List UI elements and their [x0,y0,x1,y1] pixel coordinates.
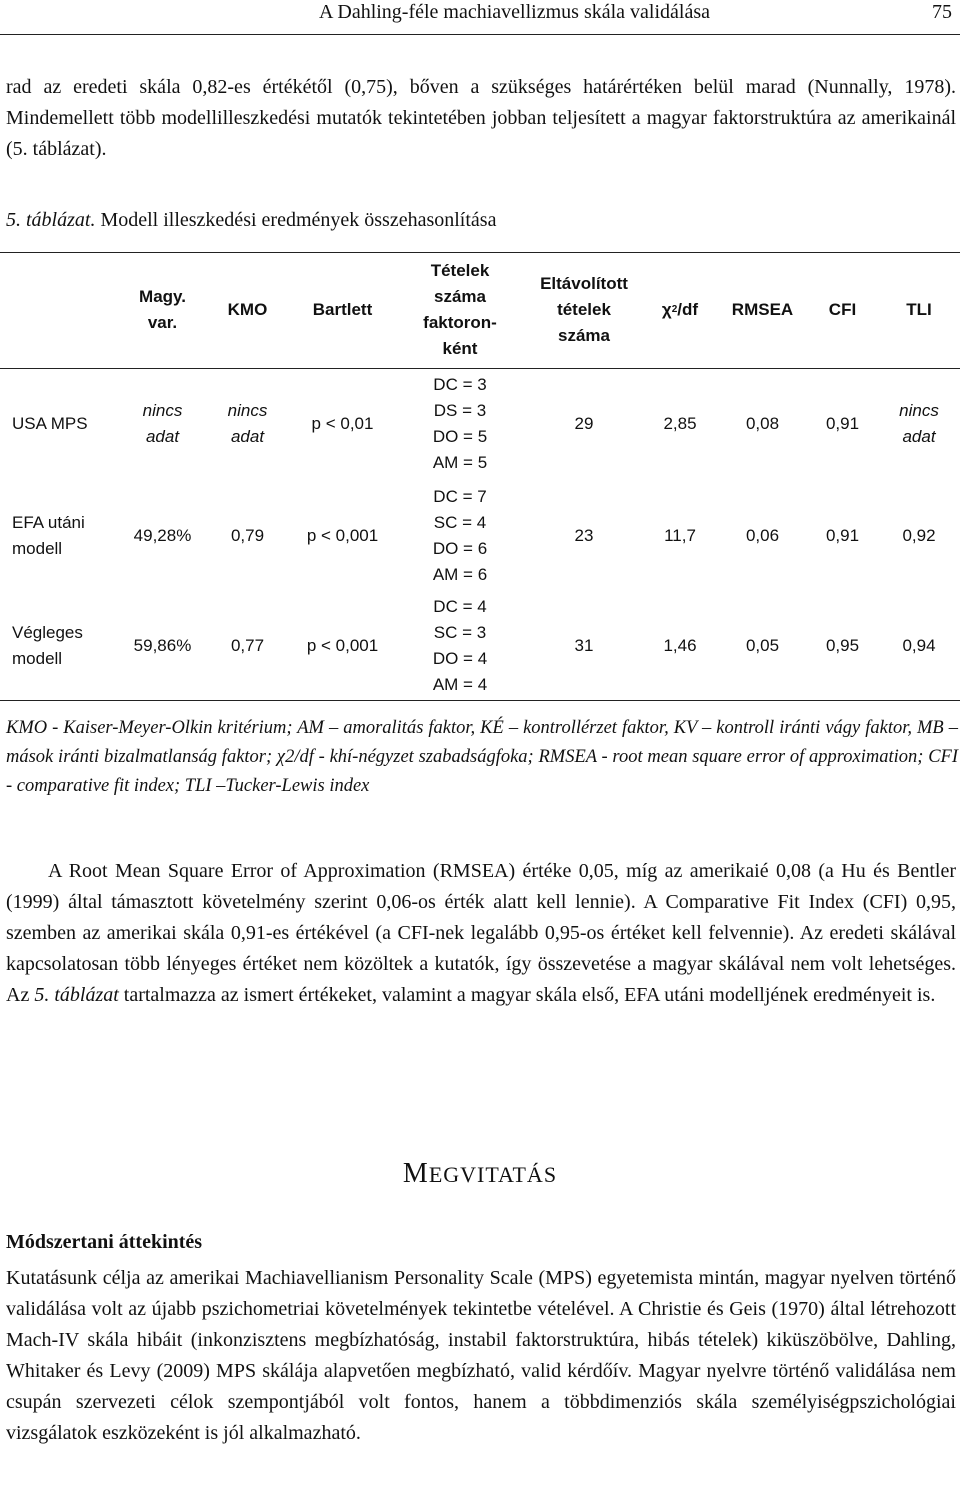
row-final-cfi: 0,95 [825,636,860,655]
row-usa-magy-var: nincs adat [142,401,183,446]
header-bartlett: Bartlett [312,300,373,319]
row-final-bartlett: p < 0,001 [306,636,379,655]
section-title-initial: M [402,1158,429,1189]
row-usa-removed: 29 [574,414,594,433]
table-note: KMO - Kaiser-Meyer-Olkin kritérium; AM – amoralitás faktor, KÉ – kontrollérzet faktor, KV – kontroll iránti vágy faktor, MB – mások iránti bizalmatlanság faktor; χ2/df - khí-négyzet szabadságfoka; RMSEA - root mean square error of approximation; CFI - comparative fit index; TLI –Tucker-Lewis index [6,718,958,796]
table-caption-label: 5. táblázat. [6,209,96,231]
row-efa-tli: 0,92 [902,526,936,545]
row-usa-bartlett: p < 0,01 [311,414,374,433]
row-final-rmsea: 0,05 [745,636,780,655]
row-efa-items: DC = 7 SC = 4 DO = 6 AM = 6 [432,487,488,584]
row-efa-rmsea: 0,06 [745,526,780,545]
row-usa-model: USA MPS [12,414,88,433]
header-rmsea: RMSEA [731,300,794,319]
header-removed-items: Eltávolított tételek száma [540,274,628,345]
running-title: A Dahling-féle machiavellizmus skála validálása [319,1,710,23]
table-bottom-rule [0,700,960,701]
row-final-magy-var: 59,86% [133,636,192,655]
header-cfi: CFI [828,300,857,319]
row-efa-cfi: 0,91 [825,526,860,545]
page-number: 75 [932,1,952,23]
section-title [0,1158,960,1190]
chi-superscript: 2 [671,304,678,315]
row-usa-chi-df: 2,85 [663,414,697,433]
table-reference: 5. táblázat [34,984,119,1006]
row-efa-bartlett: p < 0,001 [306,526,379,545]
intro-paragraph: rad az eredeti skála 0,82-es értékétől (0,75), bőven a szükséges határértéken belül marad (Nunnally, 1978). Mindemellett több modellilleszkedési mutatók tekintetében jobban teljesített a magyar faktorstruktúra az amerikainál (5. táblázat). [6,76,956,160]
row-usa-rmsea: 0,08 [745,414,780,433]
row-efa-model: EFA utáni modell [12,513,85,558]
row-efa-kmo: 0,79 [230,526,265,545]
paragraph-2-before: A Root Mean Square Error of Approximation (RMSEA) értéke 0,05, míg az amerikaié 0,08 (a Hu és Bentler (1999) által támasztott követelmény szerint 0,06-os érték alatt kell lennie). A Comparative Fit Index (CFI) 0,95, szemben az amerikai skála 0,91-es értékével (a CFI-nek legalább 0,95-os értéket kell felvennie). Az eredeti skálával kapcsolatosan több lényeges értéket nem közöltek a kutatók, így összevetése a magyar skálával nem volt lehetséges. Az [6,860,956,1006]
header-chi-df [645,252,715,368]
row-final-kmo: 0,77 [230,636,265,655]
row-efa-removed: 23 [574,526,594,545]
table-caption-text: Modell illeszkedési eredmények összehasonlítása [95,209,497,231]
header-magy-var: Magy. var. [139,287,186,332]
subheading: Módszertani áttekintés [6,1231,203,1253]
section-title-rest: EGVITATÁS [428,1162,558,1187]
chi-df-suffix: /df [677,300,699,319]
row-usa-items: DC = 3 DS = 3 DO = 5 AM = 5 [432,375,488,472]
running-header [0,0,960,28]
paragraph-method-overview: Kutatásunk célja az amerikai Machiavellianism Personality Scale (MPS) egyetemista mintán, magyar nyelven történő validálása volt az újabb pszichometriai követelmények tekintetbe vételével. A Christie és Geis (1970) által létrehozott Mach-IV skála hibáit (inkonzisztens megbízhatóság, instabil faktorstruktúra, hibás tételek) kiküszöbölve, Dahling, Whitaker és Levy (2009) MPS skálája alapvetően megbízható, valid kérdőív. Magyar nyelvre történő validálása nem csupán szervezeti célok szempontjából volt fontos, hanem a többdimenziós skála személyiségpszichológiai vizsgálatok eszközeként is jól alkalmazható. [6,1267,956,1444]
row-final-items: DC = 4 SC = 3 DO = 4 AM = 4 [432,597,488,694]
row-efa-chi-df: 11,7 [664,526,696,545]
row-usa-kmo: nincs adat [227,401,268,446]
row-final-removed: 31 [574,636,594,655]
row-usa-tli: nincs adat [899,401,939,446]
row-usa-cfi: 0,91 [825,414,860,433]
chi-symbol: χ [661,300,672,319]
row-final-tli: 0,94 [902,636,936,655]
header-tli: TLI [906,300,932,319]
header-items-per-factor: Tételek száma faktoron- ként [423,261,497,358]
row-final-model: Végleges modell [12,623,83,668]
row-final-chi-df: 1,46 [663,636,697,655]
header-rule [0,34,960,35]
row-efa-magy-var: 49,28% [133,526,192,545]
table-caption [6,206,496,234]
header-kmo: KMO [227,300,268,319]
paragraph-2-after: tartalmazza az ismert értékeket, valamint a magyar skála első, EFA utáni modelljének eredményeit is. [118,984,936,1006]
paragraph-rmsea-cfi [6,856,956,1011]
